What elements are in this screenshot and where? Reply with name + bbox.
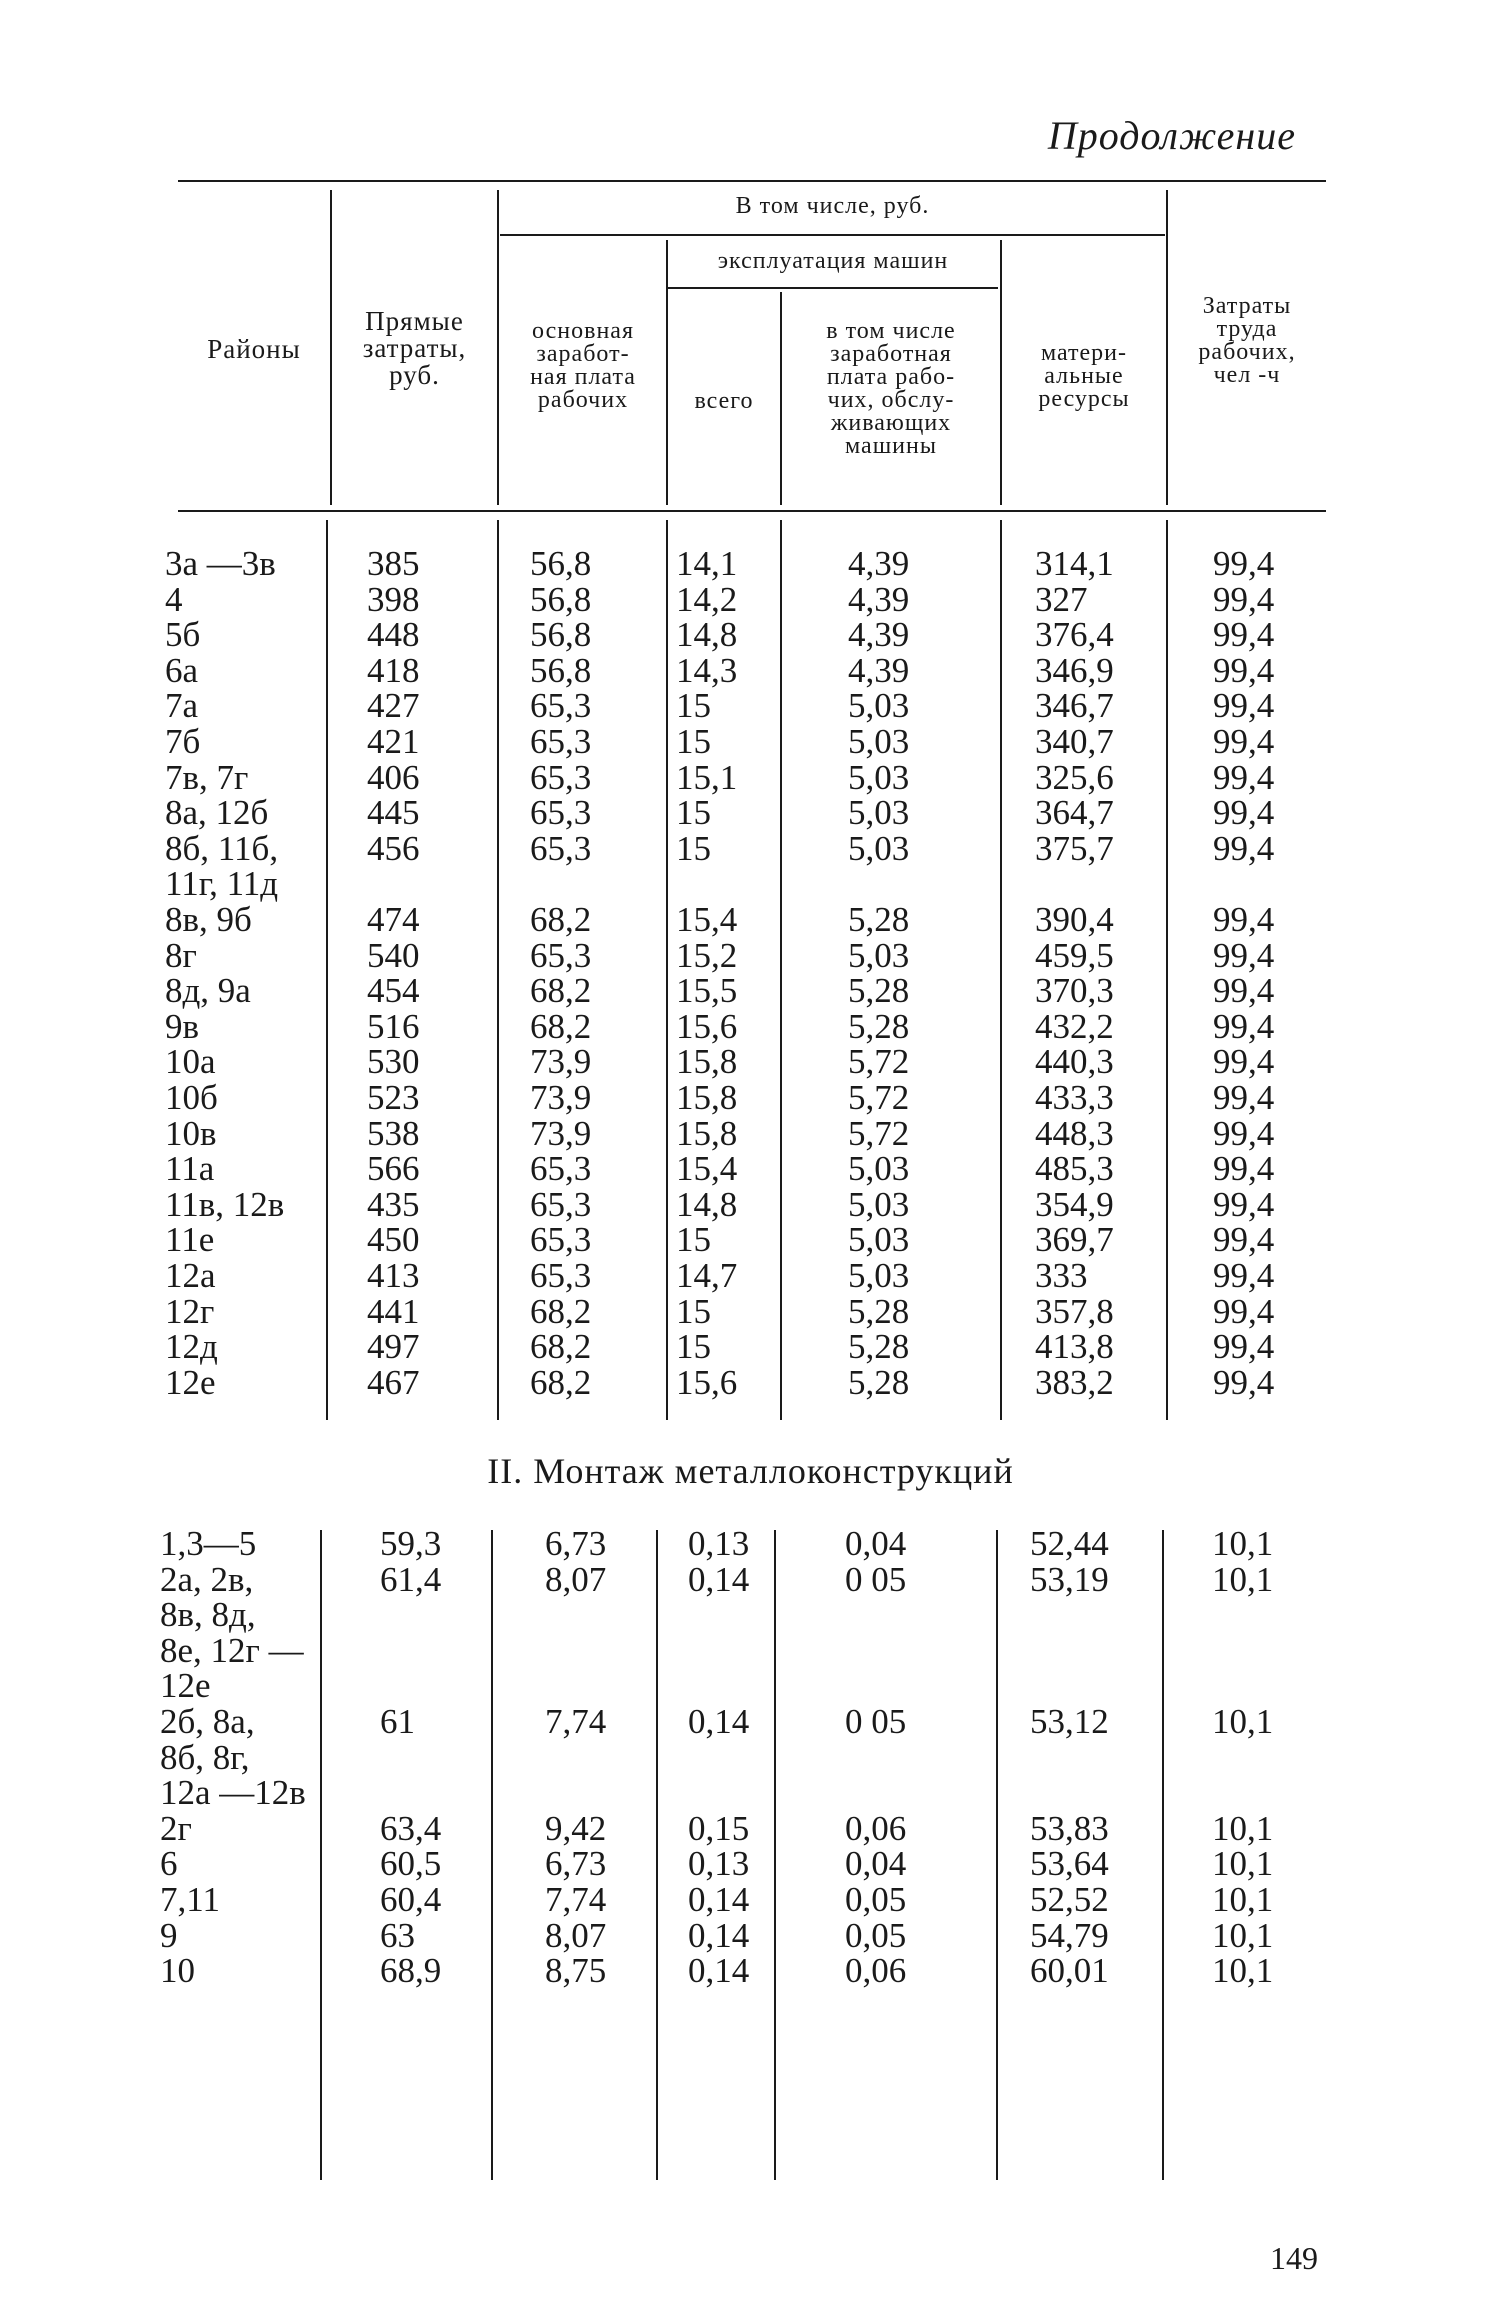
section1-row-12-col-1: 454 bbox=[367, 971, 420, 1011]
section1-row-18-col-1: 435 bbox=[367, 1184, 420, 1224]
section1-row-13-col-5: 432,2 bbox=[1035, 1006, 1114, 1046]
header-zp-l1: в том числе bbox=[826, 318, 956, 344]
section1-row-22-col-1: 497 bbox=[367, 1327, 420, 1367]
section1-row-18-col-3: 14,8 bbox=[676, 1184, 738, 1224]
section2-row-9-col-4: 0,04 bbox=[845, 1844, 907, 1884]
section2-row-8-col-4: 0,06 bbox=[845, 1808, 907, 1848]
section1-row-8-col-4: 5,03 bbox=[848, 828, 910, 868]
section1-row-5-col-1: 421 bbox=[367, 722, 420, 761]
section1-row-7-col-4: 5,03 bbox=[848, 793, 910, 833]
section1-row-13-col-3: 15,6 bbox=[676, 1006, 738, 1046]
section1-row-11-col-1: 540 bbox=[367, 935, 420, 975]
header-pryamye-l2: затраты, bbox=[362, 333, 467, 363]
section1-row-20-col-3: 14,7 bbox=[676, 1256, 738, 1295]
section1-row-0-col-6: 99,4 bbox=[1213, 544, 1275, 583]
section1-row-10-col-0: 8в, 9б bbox=[165, 900, 252, 939]
section1-row-22-col-6: 99,4 bbox=[1213, 1327, 1275, 1367]
section1-row-20-col-0: 12а bbox=[165, 1256, 216, 1295]
section1-row-7-col-2: 65,3 bbox=[530, 793, 592, 833]
section1-row-5-col-0: 7б bbox=[165, 722, 201, 761]
section2-row-1-col-6: 10,1 bbox=[1212, 1559, 1274, 1599]
section1-row-15-col-6: 99,4 bbox=[1213, 1078, 1275, 1117]
section1-row-15-col-1: 523 bbox=[367, 1078, 420, 1117]
section1-row-4-col-6: 99,4 bbox=[1213, 686, 1275, 726]
s1-vline-5 bbox=[1000, 520, 1002, 1420]
section1-row-4-col-5: 346,7 bbox=[1035, 686, 1114, 726]
section2-row-12-col-0: 10 bbox=[160, 1951, 195, 1991]
section1-row-6-col-0: 7в, 7г bbox=[165, 757, 249, 797]
section1-row-12-col-3: 15,5 bbox=[676, 971, 738, 1011]
continuation-heading: Продолжение bbox=[1047, 113, 1296, 158]
section2-row-8-col-3: 0,15 bbox=[688, 1808, 750, 1848]
section1-row-7-col-3: 15 bbox=[676, 793, 711, 833]
section1-row-10-col-2: 68,2 bbox=[530, 900, 592, 939]
section2-row-9-col-1: 60,5 bbox=[380, 1844, 442, 1884]
section1-row-5-col-6: 99,4 bbox=[1213, 722, 1275, 761]
section1-row-22-col-3: 15 bbox=[676, 1327, 711, 1367]
header-rayony-text: Районы bbox=[207, 334, 301, 364]
header-vsego-text: всего bbox=[694, 388, 754, 414]
header-zatraty-l3: рабочих, bbox=[1198, 339, 1296, 365]
section1-row-5-col-2: 65,3 bbox=[530, 722, 592, 761]
section1-row-16-col-5: 448,3 bbox=[1035, 1113, 1114, 1153]
section1-row-2-col-0: 5б bbox=[165, 615, 201, 655]
header-materialnye bbox=[1002, 342, 1166, 411]
section2-row-9-col-0: 6 bbox=[160, 1844, 178, 1884]
header-osnovnaya bbox=[500, 320, 666, 412]
section2-row-6-col-0: 8б, 8г, bbox=[160, 1737, 250, 1777]
section1-row-6-col-4: 5,03 bbox=[848, 757, 910, 797]
section1-row-7-col-0: 8а, 12б bbox=[165, 793, 269, 833]
section1-row-23-col-6: 99,4 bbox=[1213, 1362, 1275, 1402]
section2-row-12-col-1: 68,9 bbox=[380, 1951, 442, 1991]
header-machines-rule bbox=[668, 287, 998, 289]
header-v-tom-chisle bbox=[500, 195, 1165, 218]
section1-row-0-col-5: 314,1 bbox=[1035, 544, 1114, 583]
section2-row-10-col-4: 0,05 bbox=[845, 1880, 907, 1919]
section1-row-4-col-3: 15 bbox=[676, 686, 711, 726]
header-osnovnaya-l4: рабочих bbox=[537, 387, 629, 413]
section1-row-17-col-1: 566 bbox=[367, 1149, 420, 1189]
section1-row-15-col-0: 10б bbox=[165, 1078, 218, 1117]
s1-vline-2 bbox=[497, 520, 499, 1420]
section1-row-16-col-1: 538 bbox=[367, 1113, 420, 1153]
header-top-rule bbox=[178, 180, 1326, 182]
section1-row-21-col-3: 15 bbox=[676, 1291, 711, 1331]
section2-row-12-col-5: 60,01 bbox=[1030, 1951, 1109, 1991]
section1-row-16-col-4: 5,72 bbox=[848, 1113, 910, 1153]
section1-row-2-col-3: 14,8 bbox=[676, 615, 738, 655]
section2-row-10-col-6: 10,1 bbox=[1212, 1880, 1274, 1919]
section1-row-10-col-3: 15,4 bbox=[676, 900, 738, 939]
section1-row-8-col-6: 99,4 bbox=[1213, 828, 1275, 868]
section1-row-13-col-2: 68,2 bbox=[530, 1006, 592, 1046]
section1-row-18-col-0: 11в, 12в bbox=[165, 1184, 285, 1224]
section2-row-5-col-1: 61 bbox=[380, 1702, 415, 1741]
section2-row-11-col-5: 54,79 bbox=[1030, 1915, 1109, 1955]
section1-row-2-col-1: 448 bbox=[367, 615, 420, 655]
section1-row-2-col-4: 4,39 bbox=[848, 615, 910, 655]
section2-row-11-col-1: 63 bbox=[380, 1915, 415, 1955]
section2-row-11-col-6: 10,1 bbox=[1212, 1915, 1274, 1955]
section1-row-11-col-4: 5,03 bbox=[848, 935, 910, 975]
section1-row-6-col-5: 325,6 bbox=[1035, 757, 1114, 797]
section1-row-0-col-2: 56,8 bbox=[530, 544, 592, 583]
section1-row-21-col-0: 12г bbox=[165, 1291, 215, 1331]
section1-row-0-col-0: 3а —3в bbox=[165, 544, 276, 583]
s2-vline-1 bbox=[320, 1530, 322, 2180]
section1-row-11-col-0: 8г bbox=[165, 935, 197, 975]
section1-row-7-col-5: 364,7 bbox=[1035, 793, 1114, 833]
s2-vline-3 bbox=[656, 1530, 658, 2180]
section2-row-8-col-1: 63,4 bbox=[380, 1808, 442, 1848]
section2-row-9-col-6: 10,1 bbox=[1212, 1844, 1274, 1884]
section2-row-5-col-2: 7,74 bbox=[545, 1702, 607, 1741]
header-osnovnaya-l2: заработ- bbox=[536, 341, 630, 367]
section1-row-0-col-4: 4,39 bbox=[848, 544, 910, 583]
section1-row-2-col-6: 99,4 bbox=[1213, 615, 1275, 655]
section1-row-23-col-1: 467 bbox=[367, 1362, 420, 1402]
section2-row-9-col-3: 0,13 bbox=[688, 1844, 750, 1884]
section1-row-3-col-5: 346,9 bbox=[1035, 650, 1114, 690]
section1-row-5-col-4: 5,03 bbox=[848, 722, 910, 761]
section1-row-18-col-6: 99,4 bbox=[1213, 1184, 1275, 1224]
header-vline-3 bbox=[666, 240, 668, 505]
section1-row-20-col-6: 99,4 bbox=[1213, 1256, 1275, 1295]
section1-row-19-col-0: 11е bbox=[165, 1220, 215, 1260]
section1-row-16-col-3: 15,8 bbox=[676, 1113, 738, 1153]
s2-vline-2 bbox=[491, 1530, 493, 2180]
section2-row-12-col-4: 0,06 bbox=[845, 1951, 907, 1991]
header-ekspluataciya bbox=[668, 250, 998, 273]
section2-row-2-col-0: 8в, 8д, bbox=[160, 1595, 256, 1635]
section1-row-13-col-4: 5,28 bbox=[848, 1006, 910, 1046]
section2-row-1-col-4: 0 05 bbox=[845, 1559, 907, 1599]
section1-row-0-col-3: 14,1 bbox=[676, 544, 738, 583]
header-vsego bbox=[668, 390, 780, 413]
header-v-tom-chisle-text: В том числе, руб. bbox=[735, 193, 930, 219]
section1-row-14-col-5: 440,3 bbox=[1035, 1042, 1114, 1082]
section1-row-1-col-5: 327 bbox=[1035, 579, 1088, 619]
section1-row-8-col-5: 375,7 bbox=[1035, 828, 1114, 868]
section1-row-23-col-4: 5,28 bbox=[848, 1362, 910, 1402]
section2-row-9-col-5: 53,64 bbox=[1030, 1844, 1109, 1884]
section1-row-1-col-0: 4 bbox=[165, 579, 183, 619]
section2-row-1-col-5: 53,19 bbox=[1030, 1559, 1109, 1599]
header-zp-l3: плата рабо- bbox=[826, 364, 956, 390]
section1-row-12-col-2: 68,2 bbox=[530, 971, 592, 1011]
section1-row-14-col-3: 15,8 bbox=[676, 1042, 738, 1082]
section1-row-21-col-4: 5,28 bbox=[848, 1291, 910, 1331]
section1-row-22-col-4: 5,28 bbox=[848, 1327, 910, 1367]
section2-row-11-col-4: 0,05 bbox=[845, 1915, 907, 1955]
section1-row-19-col-2: 65,3 bbox=[530, 1220, 592, 1260]
section1-row-16-col-2: 73,9 bbox=[530, 1113, 592, 1153]
s1-vline-3 bbox=[666, 520, 668, 1420]
section1-row-19-col-6: 99,4 bbox=[1213, 1220, 1275, 1260]
section1-row-12-col-6: 99,4 bbox=[1213, 971, 1275, 1011]
section1-row-5-col-3: 15 bbox=[676, 722, 711, 761]
section1-row-4-col-4: 5,03 bbox=[848, 686, 910, 726]
section1-row-15-col-2: 73,9 bbox=[530, 1078, 592, 1117]
section2-row-10-col-1: 60,4 bbox=[380, 1880, 442, 1919]
section2-row-1-col-1: 61,4 bbox=[380, 1559, 442, 1599]
header-osnovnaya-l3: ная плата bbox=[530, 364, 636, 390]
section1-row-19-col-3: 15 bbox=[676, 1220, 711, 1260]
section2-row-7-col-0: 12а —12в bbox=[160, 1773, 306, 1813]
section1-row-11-col-6: 99,4 bbox=[1213, 935, 1275, 975]
s2-vline-5 bbox=[996, 1530, 998, 2180]
section2-row-12-col-6: 10,1 bbox=[1212, 1951, 1274, 1991]
section2-row-11-col-3: 0,14 bbox=[688, 1915, 750, 1955]
section1-row-11-col-5: 459,5 bbox=[1035, 935, 1114, 975]
header-zp-l2: заработная bbox=[830, 341, 952, 367]
section1-row-19-col-4: 5,03 bbox=[848, 1220, 910, 1260]
section1-row-6-col-1: 406 bbox=[367, 757, 420, 797]
s1-vline-1 bbox=[326, 520, 328, 1420]
section1-row-20-col-5: 333 bbox=[1035, 1256, 1088, 1295]
section1-row-10-col-1: 474 bbox=[367, 900, 420, 939]
section1-row-3-col-1: 418 bbox=[367, 650, 420, 690]
section1-row-8-col-0: 8б, 11б, bbox=[165, 828, 279, 868]
section1-row-6-col-3: 15,1 bbox=[676, 757, 738, 797]
section2-row-3-col-0: 8е, 12г — bbox=[160, 1630, 304, 1670]
s2-vline-6 bbox=[1162, 1530, 1164, 2180]
s1-vline-6 bbox=[1166, 520, 1168, 1420]
section1-row-6-col-2: 65,3 bbox=[530, 757, 592, 797]
section1-row-21-col-6: 99,4 bbox=[1213, 1291, 1275, 1331]
section1-row-10-col-5: 390,4 bbox=[1035, 900, 1114, 939]
section2-row-11-col-0: 9 bbox=[160, 1915, 178, 1955]
section1-row-10-col-6: 99,4 bbox=[1213, 900, 1275, 939]
section2-row-1-col-2: 8,07 bbox=[545, 1559, 607, 1599]
header-zatraty-l2: труда bbox=[1216, 316, 1278, 342]
section1-row-14-col-1: 530 bbox=[367, 1042, 420, 1082]
section1-row-3-col-0: 6а bbox=[165, 650, 199, 690]
section2-row-0-col-2: 6,73 bbox=[545, 1524, 607, 1563]
section2-row-10-col-3: 0,14 bbox=[688, 1880, 750, 1919]
page-number: 149 bbox=[1270, 2240, 1318, 2276]
section1-row-8-col-3: 15 bbox=[676, 828, 711, 868]
section2-row-9-col-2: 6,73 bbox=[545, 1844, 607, 1884]
section1-row-11-col-2: 65,3 bbox=[530, 935, 592, 975]
header-zatraty-l1: Затраты bbox=[1202, 293, 1292, 319]
section2-row-10-col-5: 52,52 bbox=[1030, 1880, 1109, 1919]
section1-row-23-col-2: 68,2 bbox=[530, 1362, 592, 1402]
section1-row-19-col-5: 369,7 bbox=[1035, 1220, 1114, 1260]
section1-row-13-col-6: 99,4 bbox=[1213, 1006, 1275, 1046]
section1-row-7-col-1: 445 bbox=[367, 793, 420, 833]
section2-row-0-col-0: 1,3—5 bbox=[160, 1524, 257, 1563]
header-vline-2 bbox=[497, 190, 499, 505]
section1-row-17-col-5: 485,3 bbox=[1035, 1149, 1114, 1189]
section1-row-17-col-4: 5,03 bbox=[848, 1149, 910, 1189]
s1-vline-4 bbox=[780, 520, 782, 1420]
section1-row-14-col-0: 10а bbox=[165, 1042, 216, 1082]
header-osnovnaya-l1: основная bbox=[532, 318, 634, 344]
section1-row-3-col-6: 99,4 bbox=[1213, 650, 1275, 690]
section1-row-3-col-3: 14,3 bbox=[676, 650, 738, 690]
header-zp-l4: чих, обслу- bbox=[827, 387, 955, 413]
section2-row-0-col-1: 59,3 bbox=[380, 1524, 442, 1563]
section1-row-18-col-4: 5,03 bbox=[848, 1184, 910, 1224]
section1-row-12-col-0: 8д, 9а bbox=[165, 971, 251, 1011]
section1-row-2-col-5: 376,4 bbox=[1035, 615, 1114, 655]
section2-row-8-col-2: 9,42 bbox=[545, 1808, 607, 1848]
header-group-rule bbox=[500, 234, 1165, 236]
section1-row-23-col-0: 12е bbox=[165, 1362, 216, 1402]
section1-row-3-col-2: 56,8 bbox=[530, 650, 592, 690]
section1-row-21-col-2: 68,2 bbox=[530, 1291, 592, 1331]
section1-row-22-col-2: 68,2 bbox=[530, 1327, 592, 1367]
header-v-tom-chisle-zp bbox=[782, 320, 1000, 458]
section1-row-19-col-1: 450 bbox=[367, 1220, 420, 1260]
section1-row-1-col-4: 4,39 bbox=[848, 579, 910, 619]
section1-row-1-col-1: 398 bbox=[367, 579, 420, 619]
section2-row-0-col-6: 10,1 bbox=[1212, 1524, 1274, 1563]
section1-row-8-col-2: 65,3 bbox=[530, 828, 592, 868]
section1-row-4-col-0: 7а bbox=[165, 686, 199, 726]
section1-row-16-col-0: 10в bbox=[165, 1113, 217, 1153]
section2-row-10-col-0: 7,11 bbox=[160, 1880, 220, 1919]
section1-row-22-col-0: 12д bbox=[165, 1327, 218, 1367]
section1-row-9-col-0: 11г, 11д bbox=[165, 864, 279, 904]
section1-row-3-col-4: 4,39 bbox=[848, 650, 910, 690]
section2-row-5-col-0: 2б, 8а, bbox=[160, 1702, 255, 1741]
s2-vline-4 bbox=[774, 1530, 776, 2180]
section1-row-16-col-6: 99,4 bbox=[1213, 1113, 1275, 1153]
section2-row-1-col-3: 0,14 bbox=[688, 1559, 750, 1599]
section1-row-5-col-5: 340,7 bbox=[1035, 722, 1114, 761]
section1-row-14-col-2: 73,9 bbox=[530, 1042, 592, 1082]
section1-row-20-col-1: 413 bbox=[367, 1256, 420, 1295]
section1-row-20-col-2: 65,3 bbox=[530, 1256, 592, 1295]
section1-row-13-col-1: 516 bbox=[367, 1006, 420, 1046]
section1-row-13-col-0: 9в bbox=[165, 1006, 200, 1046]
section2-row-1-col-0: 2а, 2в, bbox=[160, 1559, 254, 1599]
header-zatraty-l4: чел -ч bbox=[1213, 362, 1281, 388]
section2-row-4-col-0: 12е bbox=[160, 1666, 211, 1706]
section1-row-6-col-6: 99,4 bbox=[1213, 757, 1275, 797]
header-zp-l6: машины bbox=[845, 433, 937, 459]
section2-row-12-col-2: 8,75 bbox=[545, 1951, 607, 1991]
section1-row-4-col-1: 427 bbox=[367, 686, 420, 726]
section1-row-21-col-1: 441 bbox=[367, 1291, 420, 1331]
section1-row-12-col-4: 5,28 bbox=[848, 971, 910, 1011]
section1-row-17-col-6: 99,4 bbox=[1213, 1149, 1275, 1189]
section1-row-23-col-5: 383,2 bbox=[1035, 1362, 1114, 1402]
header-pryamye bbox=[332, 308, 497, 389]
section1-row-1-col-2: 56,8 bbox=[530, 579, 592, 619]
section1-row-1-col-3: 14,2 bbox=[676, 579, 738, 619]
section1-row-17-col-0: 11а bbox=[165, 1149, 215, 1189]
section2-title: II. Монтаж металлоконструкций bbox=[487, 1451, 1014, 1491]
section2-row-5-col-3: 0,14 bbox=[688, 1702, 750, 1741]
section1-row-18-col-2: 65,3 bbox=[530, 1184, 592, 1224]
header-zatraty-truda bbox=[1168, 295, 1326, 387]
header-materialnye-l3: ресурсы bbox=[1038, 386, 1130, 412]
section1-row-21-col-5: 357,8 bbox=[1035, 1291, 1114, 1331]
header-rayony bbox=[178, 336, 330, 363]
section1-row-1-col-6: 99,4 bbox=[1213, 579, 1275, 619]
section1-row-18-col-5: 354,9 bbox=[1035, 1184, 1114, 1224]
section2-row-11-col-2: 8,07 bbox=[545, 1915, 607, 1955]
header-bottom-rule bbox=[178, 510, 1326, 512]
section1-row-15-col-5: 433,3 bbox=[1035, 1078, 1114, 1117]
section1-row-15-col-4: 5,72 bbox=[848, 1078, 910, 1117]
section1-row-8-col-1: 456 bbox=[367, 828, 420, 868]
section1-row-22-col-5: 413,8 bbox=[1035, 1327, 1114, 1367]
section1-row-20-col-4: 5,03 bbox=[848, 1256, 910, 1295]
section1-row-11-col-3: 15,2 bbox=[676, 935, 738, 975]
header-pryamye-l1: Прямые bbox=[365, 306, 464, 336]
section2-row-8-col-0: 2г bbox=[160, 1808, 192, 1848]
section1-row-17-col-2: 65,3 bbox=[530, 1149, 592, 1189]
section1-row-17-col-3: 15,4 bbox=[676, 1149, 738, 1189]
section2-row-5-col-4: 0 05 bbox=[845, 1702, 907, 1741]
header-pryamye-l3: руб. bbox=[389, 360, 440, 390]
section2-row-0-col-3: 0,13 bbox=[688, 1524, 750, 1563]
section1-row-2-col-2: 56,8 bbox=[530, 615, 592, 655]
section1-row-15-col-3: 15,8 bbox=[676, 1078, 738, 1117]
header-ekspluataciya-text: эксплуатация машин bbox=[717, 248, 949, 274]
section1-row-0-col-1: 385 bbox=[367, 544, 420, 583]
section2-row-5-col-6: 10,1 bbox=[1212, 1702, 1274, 1741]
section1-row-4-col-2: 65,3 bbox=[530, 686, 592, 726]
section2-row-10-col-2: 7,74 bbox=[545, 1880, 607, 1919]
section1-row-12-col-5: 370,3 bbox=[1035, 971, 1114, 1011]
section2-row-8-col-5: 53,83 bbox=[1030, 1808, 1109, 1848]
section1-row-10-col-4: 5,28 bbox=[848, 900, 910, 939]
section1-row-7-col-6: 99,4 bbox=[1213, 793, 1275, 833]
header-materialnye-l2: альные bbox=[1044, 363, 1124, 389]
section1-row-23-col-3: 15,6 bbox=[676, 1362, 738, 1402]
header-materialnye-l1: матери- bbox=[1040, 340, 1128, 366]
section1-row-14-col-6: 99,4 bbox=[1213, 1042, 1275, 1082]
section2-row-0-col-4: 0,04 bbox=[845, 1524, 907, 1563]
section2-row-0-col-5: 52,44 bbox=[1030, 1524, 1109, 1563]
section2-row-5-col-5: 53,12 bbox=[1030, 1702, 1109, 1741]
header-zp-l5: живающих bbox=[830, 410, 952, 436]
section1-row-14-col-4: 5,72 bbox=[848, 1042, 910, 1082]
section2-row-8-col-6: 10,1 bbox=[1212, 1808, 1274, 1848]
section2-row-12-col-3: 0,14 bbox=[688, 1951, 750, 1991]
